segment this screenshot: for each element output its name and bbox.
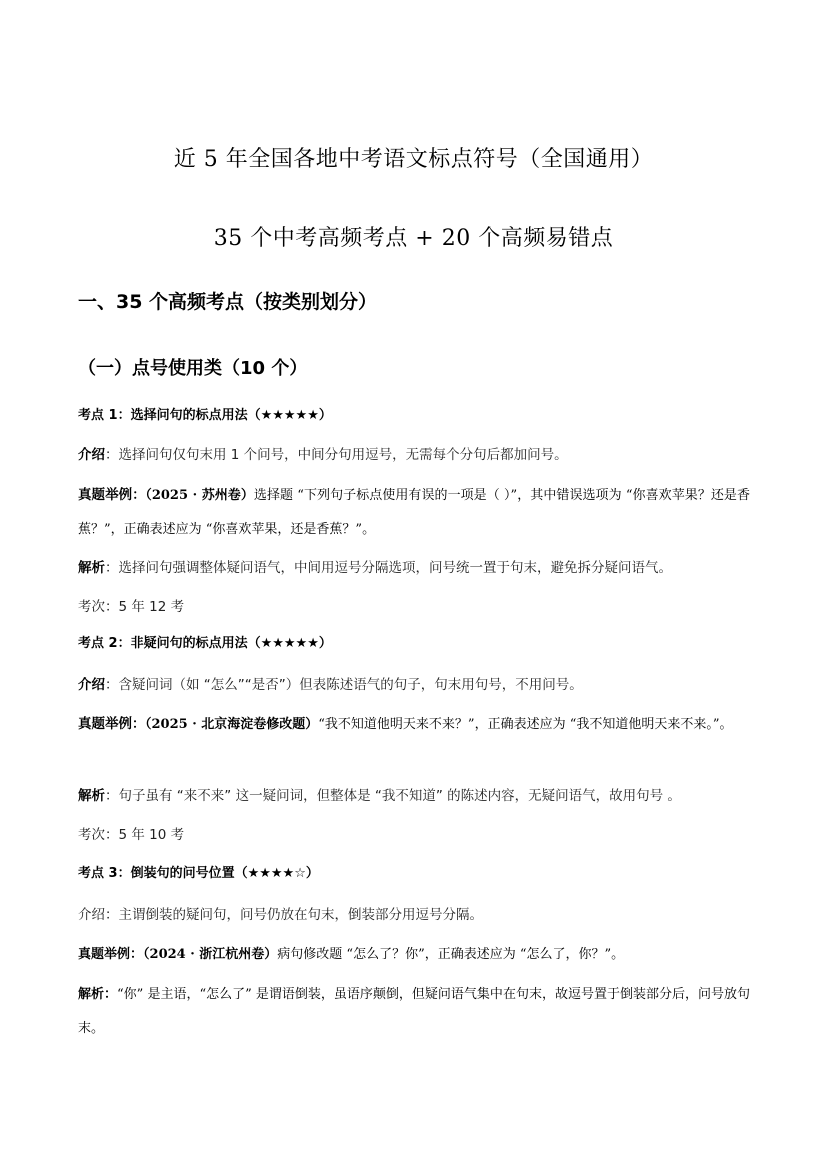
- example-text: “我不知道他明天来不来？”，正确表述应为 “我不知道他明天来不来。”。: [318, 717, 733, 732]
- subsection-heading: （一）点号使用类（10 个）: [78, 358, 308, 379]
- intro-label: 介绍: [78, 677, 105, 693]
- intro-label: 介绍: [78, 907, 105, 923]
- example-source: （2025 · 苏州卷）: [145, 488, 254, 503]
- point-example: 真题举例：（2025 · 苏州卷）选择题 “下列句子标点使用有误的一项是（ ）”，其中错误选项为 “你喜欢苹果？还是香蕉？”，正确表述应为 “你喜欢苹果，还是香蕉？”。: [78, 487, 750, 537]
- point-analysis: [78, 784, 681, 804]
- analysis-label: 解析: [78, 560, 105, 576]
- example-label: 真题举例: [78, 716, 132, 732]
- point-heading: 考点 2：非疑问句的标点用法（★★★★★）: [78, 636, 332, 651]
- analysis-label: 解析: [78, 788, 105, 804]
- example-label: 真题举例: [78, 487, 133, 503]
- point-count: 考次：5 年 10 考: [78, 827, 185, 843]
- point-count: 考次：5 年 12 考: [78, 599, 185, 615]
- document-subtitle: 35 个中考高频考点 + 20 个高频易错点: [213, 226, 614, 251]
- point-example: 真题举例：（2024 · 浙江杭州卷）病句修改题 “怎么了？你”，正确表述应为 “怎么了，你？”。: [78, 947, 625, 962]
- intro-text: ：选择问句仅句末用 1 个问号，中间分句用逗号，无需每个分句后都加问号。: [105, 447, 568, 463]
- example-text: 选择题 “下列句子标点使用有误的一项是（ ）”，其中错误选项为 “你喜欢苹果？还是香蕉？”，正确表述应为 “你喜欢苹果，还是香蕉？”。: [78, 488, 750, 537]
- point-heading: 考点 1：选择问句的标点用法（★★★★★）: [78, 408, 332, 423]
- point-intro: [78, 673, 583, 693]
- intro-label: 介绍: [78, 447, 105, 463]
- point-analysis: [78, 556, 672, 576]
- example-source: （2024 · 浙江杭州卷）: [143, 947, 278, 962]
- document-title: 近 5 年全国各地中考语文标点符号（全国通用）: [173, 147, 654, 172]
- intro-text: ：含疑问词（如 “怎么”“是否”）但表陈述语气的句子，句末用句号，不用问号。: [105, 677, 583, 693]
- example-source: （2025 · 北京海淀卷修改题）: [145, 717, 319, 732]
- section-heading: 一、35 个高频考点（按类别划分）: [78, 291, 378, 313]
- point-intro: [78, 443, 568, 463]
- analysis-text: “你” 是主语，“怎么了” 是谓语倒装，虽语序颠倒，但疑问语气集中在句末，故逗号置于倒装部分后，问号放句末。: [78, 987, 750, 1036]
- analysis-text: ：选择问句强调整体疑问语气，中间用逗号分隔选项，问号统一置于句末，避免拆分疑问语气。: [105, 560, 672, 576]
- point-example: 真题举例：（2025 · 北京海淀卷修改题）“我不知道他明天来不来？”，正确表述应为 “我不知道他明天来不来。”。: [78, 716, 733, 732]
- point-heading: 考点 3：倒装句的问号位置（★★★★☆）: [78, 866, 319, 881]
- analysis-text: ：句子虽有 “来不来” 这一疑问词，但整体是 “我不知道” 的陈述内容，无疑问语气，故用句号 。: [105, 788, 681, 804]
- example-label: 真题举例: [78, 947, 131, 962]
- intro-text: ：主谓倒装的疑问句，问号仍放在句末，倒装部分用逗号分隔。: [105, 907, 483, 923]
- example-text: 病句修改题 “怎么了？你”，正确表述应为 “怎么了，你？”。: [277, 947, 625, 962]
- analysis-label: 解析：: [78, 987, 118, 1002]
- point-analysis: [78, 978, 750, 1046]
- point-intro: [78, 903, 483, 923]
